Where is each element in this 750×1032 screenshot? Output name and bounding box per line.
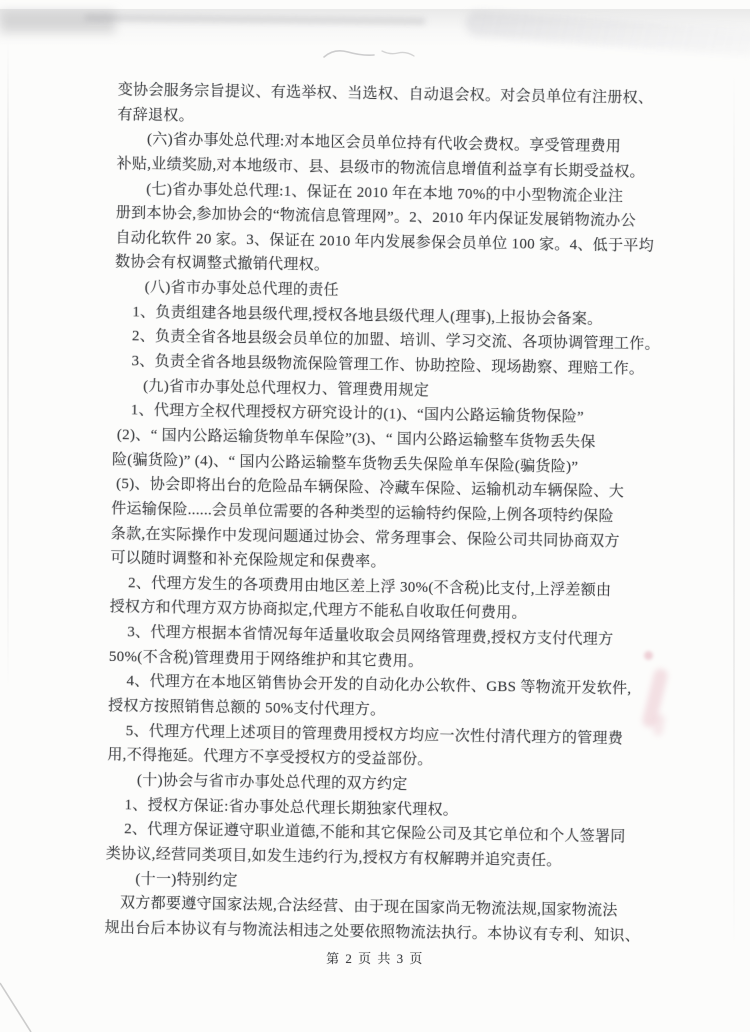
pencil-smudge-mark <box>320 42 420 64</box>
document-line: (六)省办事处总代理:对本地区会员单位持有代收会费权。享受管理费用 <box>146 131 622 156</box>
document-line: 2、负责全省各地县级会员单位的加盟、培训、学习交流、各项协调管理工作。 <box>131 328 661 353</box>
document-line: 3、代理方根据本省情况每年适量收取会员网络管理费,授权方支付代理方 <box>127 624 614 648</box>
document-line: 险(骗货险)” (4)、“ 国内公路运输整车货物丢失保险单车保险(骗货险)” <box>111 451 579 475</box>
document-line: 类协议,经营同类项目,如发生违约行为,授权方有权解聘并追究责任。 <box>105 845 562 869</box>
document-line: 有辞退权。 <box>117 106 195 124</box>
document-line: 规出台后本协议有与物流法相违之处要依照物流法执行。本协议有专利、知识、 <box>104 919 641 945</box>
document-line: 用,不得拖延。代理方不享受授权方的受益部份。 <box>107 747 433 769</box>
document-line: 变协会服务宗旨提议、有选举权、当选权、自动退会权。对会员单位有注册权、 <box>117 81 654 107</box>
document-line: (九)省市办事处总代理权力、管理费用规定 <box>143 378 430 399</box>
document-line: 50%(不含税)管理费用于网络维护和其它费用。 <box>108 648 424 670</box>
document-line: (八)省市办事处总代理的责任 <box>144 279 340 299</box>
document-line: (十一)特别约定 <box>135 870 238 889</box>
document-line: 1、授权方保证:省办事处总代理长期独家代理权。 <box>124 796 459 819</box>
page-fold-line <box>0 980 40 1032</box>
document-line: (七)省办事处总代理:1、保证在 2010 年在本地 70%的中小型物流企业注 <box>146 181 624 205</box>
document-line: 数协会有权调整式撤销代理权。 <box>114 254 330 274</box>
document-line: (5)、协会即将出台的危险品车辆保险、冷藏车保险、运输机动车辆保险、大 <box>115 476 625 501</box>
document-line: 1、负责组建各地县级代理,授权各地县级代理人(理事),上报协会备案。 <box>132 304 603 328</box>
document-line: 双方都要遵守国家法规,合法经营、由于现在国家尚无物流法规,国家物流法 <box>119 895 618 920</box>
document-line: 2、代理方发生的各项费用由地区差上浮 30%(不含税)比支付,上浮差额由 <box>127 575 612 599</box>
document-line: 授权方和代理方双方协商拟定,代理方不能私自收取任何费用。 <box>109 599 527 622</box>
page-edge-line-right <box>733 70 735 950</box>
document-line: 可以随时调整和补充保险规定和保费率。 <box>110 550 386 571</box>
document-line: 5、代理方代理上述项目的管理费用授权方均应一次性付清代理方的管理费 <box>125 722 624 747</box>
document-line: 册到本协会,参加协会的“物流信息管理网”。2、2010 年内保证发展销物流办公 <box>115 205 636 230</box>
document-line: 1、代理方全权代理授权方研究设计的(1)、“国内公路运输货物保险” <box>130 402 585 426</box>
document-line: 4、代理方在本地区销售协会开发的自动化办公软件、GBS 等物流开发软件, <box>126 673 632 698</box>
page-number-footer: 第 2 页 共 3 页 <box>326 951 424 966</box>
document-line: (2)、“ 国内公路运输货物单车保险”(3)、“ 国内公路运输整车货物丢失保 <box>116 426 596 451</box>
document-line: 件运输保险......会员单位需要的各种类型的运输特约保险,上例各项特约保险 <box>111 500 614 525</box>
page-edge-line-left <box>7 40 9 690</box>
document-line: 条款,在实际操作中发现问题通过协会、常务理事会、保险公司共同协商双方 <box>110 525 620 550</box>
document-line: 补贴,业绩奖励,对本地级市、县、县级市的物流信息增值利益享有长期受益权。 <box>116 155 646 181</box>
document-line: 2、代理方保证遵守职业道德,不能和其它保险公司及其它单位和个人签署同 <box>124 821 626 846</box>
document-line: 自动化软件 20 家。3、保证在 2010 年内发展参保会员单位 100 家。4、低于平均 <box>115 229 655 255</box>
document-line: 授权方按照销售总额的 50%支付代理方。 <box>108 697 386 719</box>
document-body <box>104 78 685 949</box>
document-line: 3、负责全省各地县级物流保险管理工作、协助控险、现场勘察、理赔工作。 <box>131 353 645 378</box>
document-line: (十)协会与省市办事处总代理的双方约定 <box>136 772 408 793</box>
